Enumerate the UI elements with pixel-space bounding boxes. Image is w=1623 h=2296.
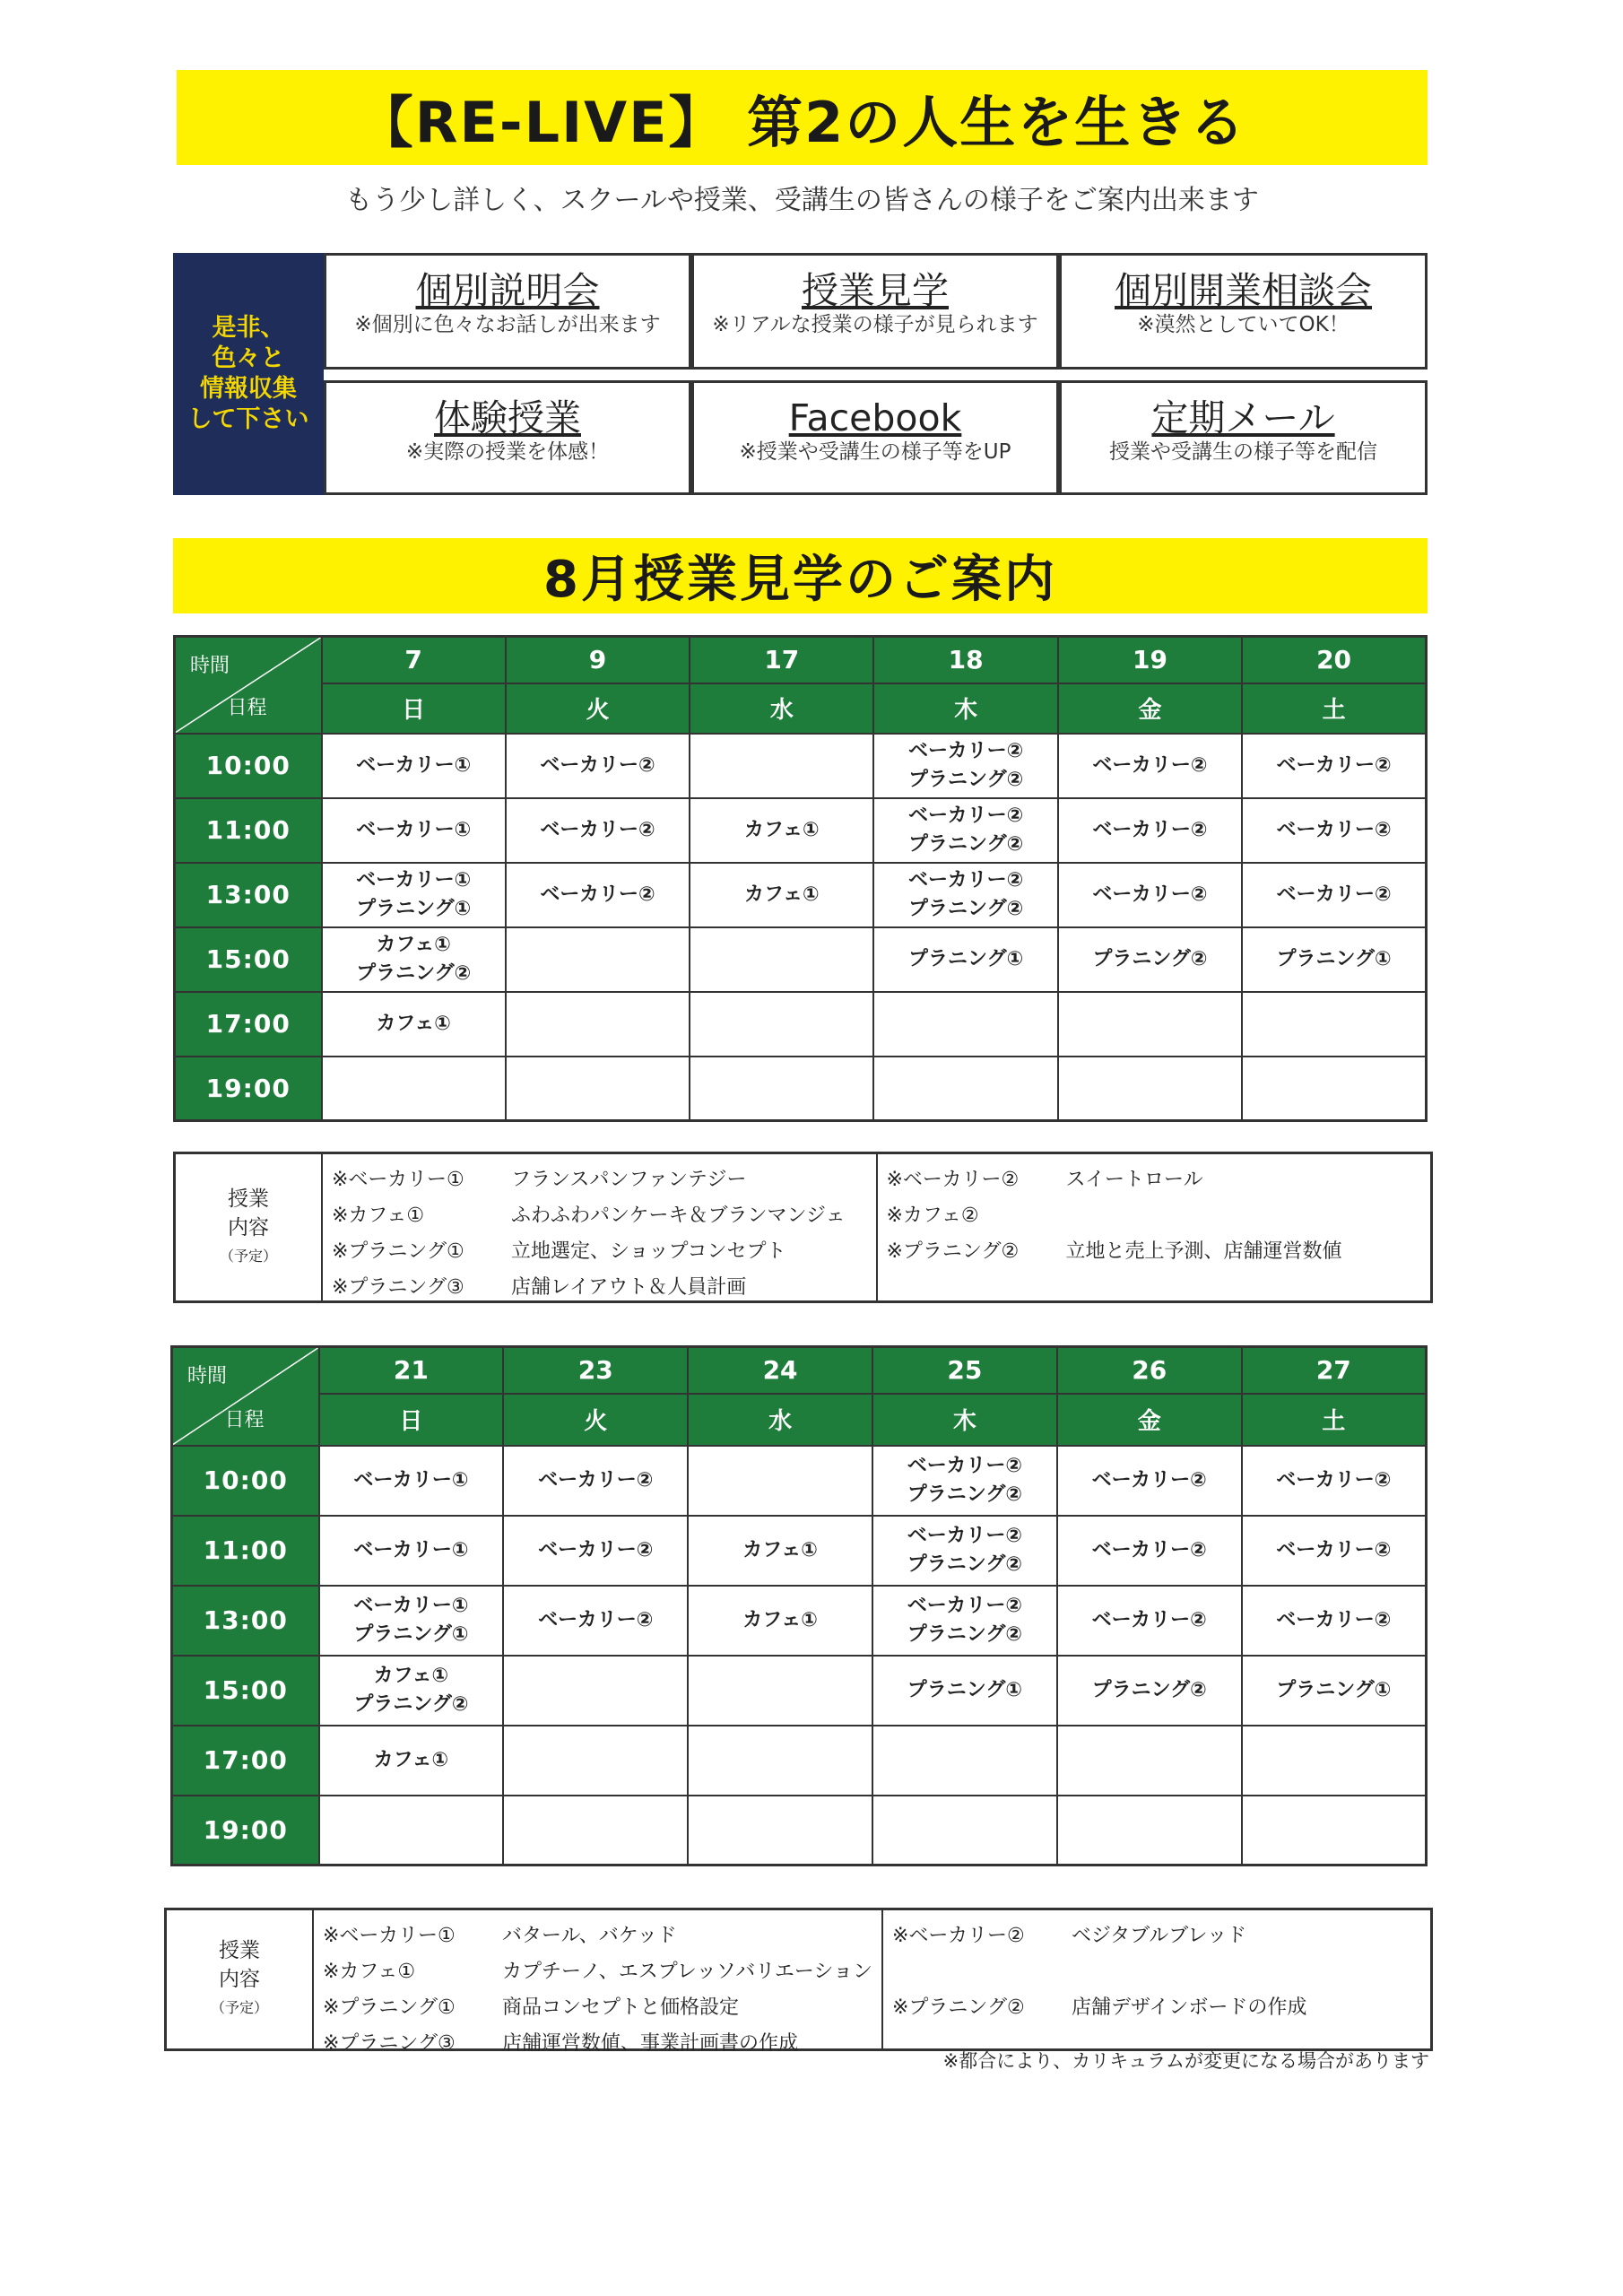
time-slot-label: 10:00 [172, 1446, 319, 1516]
day-number: 27 [1242, 1347, 1427, 1394]
table-row [172, 1446, 1427, 1516]
schedule-cell: ベーカリー① [322, 734, 506, 798]
legend-course-key: ※ベーカリー① [323, 1924, 456, 1947]
legend-course-content: 店舗デザインボードの作成 [1071, 1996, 1307, 2019]
time-slot-label: 17:00 [175, 992, 322, 1057]
day-weekday: 日 [322, 683, 506, 734]
schedule-cell [1242, 1726, 1427, 1796]
schedule-cell: ベーカリー② [506, 798, 690, 863]
schedule-cell: ベーカリー② プラニング② [873, 863, 1057, 927]
legend-note: （予定） [210, 1999, 268, 2016]
menu-item-title: 体験授業 [434, 396, 581, 439]
schedule-cell [1242, 1796, 1427, 1866]
table-row [172, 1656, 1427, 1726]
legend-heading-text: 授業 内容 [228, 1187, 269, 1239]
schedule-cell: カフェ① [319, 1726, 504, 1796]
menu-item-title: 定期メール [1151, 396, 1335, 439]
legend-row [332, 1231, 867, 1267]
legend-course-key: ※プラニング① [332, 1239, 464, 1263]
schedule-cell: ベーカリー② [1242, 798, 1426, 863]
legend-course-key: ※ベーカリー① [332, 1168, 464, 1191]
schedule-cell: ベーカリー② プラニング② [873, 734, 1057, 798]
schedule-cell [1057, 1726, 1242, 1796]
schedule-cell: ベーカリー② プラニング② [872, 1446, 1057, 1516]
day-number: 18 [873, 637, 1057, 683]
legend-course-key: ※カフェ① [332, 1204, 425, 1227]
schedule-cell: ベーカリー① [322, 798, 506, 863]
legend-row [332, 1196, 867, 1231]
legend-left-column [314, 1910, 883, 2055]
schedule-table-week-1 [173, 635, 1428, 1122]
legend-course-content: 立地選定、ショップコンセプト [511, 1239, 786, 1263]
menu-item-sub: ※実際の授業を体感！ [405, 440, 610, 464]
menu-item-business-consultation[interactable] [1059, 253, 1428, 370]
legend-note: （予定） [219, 1247, 277, 1265]
schedule-cell [319, 1796, 504, 1866]
legend-course-key: ※カフェ② [886, 1204, 979, 1227]
menu-item-title: 個別開業相談会 [1115, 269, 1372, 312]
footnote: ※都合により、カリキュラムが変更になる場合があります [942, 2050, 1429, 2072]
day-weekday: 金 [1057, 1394, 1242, 1446]
schedule-cell: カフェ① [688, 1516, 872, 1586]
schedule-cell: ベーカリー② [1058, 734, 1242, 798]
schedule-cell [873, 992, 1057, 1057]
schedule-cell: ベーカリー② [1242, 1446, 1427, 1516]
time-slot-label: 19:00 [175, 1057, 322, 1121]
schedule-cell [503, 1796, 688, 1866]
legend-row [887, 1160, 1422, 1196]
table-corner-header [172, 1347, 319, 1446]
schedule-cell: ベーカリー② プラニング② [873, 798, 1057, 863]
schedule-cell [322, 1057, 506, 1121]
schedule-cell [1242, 992, 1426, 1057]
legend-course-key: ※プラニング② [891, 1996, 1025, 2019]
legend-heading [167, 1910, 314, 2048]
time-slot-label: 15:00 [172, 1656, 319, 1726]
legend-row [892, 1952, 1421, 1987]
day-number: 21 [319, 1347, 504, 1394]
legend-left-column [323, 1154, 878, 1300]
legend-course-key: ※ベーカリー② [891, 1924, 1025, 1947]
legend-course-key: ※プラニング② [886, 1239, 1020, 1263]
schedule-cell [688, 1726, 872, 1796]
day-weekday: 金 [1058, 683, 1242, 734]
schedule-cell: ベーカリー② プラニング② [872, 1586, 1057, 1656]
legend-right-column [883, 1910, 1430, 2048]
day-number: 26 [1057, 1347, 1242, 1394]
day-number: 19 [1058, 637, 1242, 683]
table-row [175, 1057, 1427, 1121]
day-number: 25 [872, 1347, 1057, 1394]
table-row [175, 863, 1427, 927]
time-slot-label: 11:00 [175, 798, 322, 863]
day-number: 20 [1242, 637, 1426, 683]
legend-course-content: 立地と売上予測、店舗運営数値 [1065, 1239, 1342, 1263]
legend-heading [176, 1154, 323, 1300]
schedule-cell: ベーカリー② [1057, 1446, 1242, 1516]
time-slot-label: 11:00 [172, 1516, 319, 1586]
schedule-cell [1242, 1057, 1426, 1121]
schedule-cell: カフェ① [690, 798, 873, 863]
corner-time-label: 時間 [190, 655, 230, 677]
schedule-cell: ベーカリー② [506, 863, 690, 927]
table-row [175, 927, 1427, 992]
legend-row [887, 1231, 1422, 1267]
menu-item-sub: ※リアルな授業の様子が見られます [712, 313, 1038, 336]
table-row [175, 992, 1427, 1057]
legend-row [892, 1916, 1421, 1952]
menu-item-class-observation[interactable] [691, 253, 1059, 370]
schedule-cell: ベーカリー② [1057, 1516, 1242, 1586]
day-weekday: 土 [1242, 683, 1426, 734]
schedule-cell [506, 992, 690, 1057]
schedule-cell: ベーカリー② [1058, 863, 1242, 927]
schedule-cell [1057, 1796, 1242, 1866]
legend-row [323, 2023, 872, 2059]
schedule-cell: ベーカリー① [319, 1516, 504, 1586]
legend-row [323, 1916, 872, 1952]
legend-right-column [878, 1154, 1431, 1300]
schedule-cell [690, 734, 873, 798]
table-row [172, 1586, 1427, 1656]
schedule-cell: プラニング① [1242, 927, 1426, 992]
schedule-cell: ベーカリー② [506, 734, 690, 798]
day-weekday: 木 [873, 683, 1057, 734]
corner-date-label: 日程 [227, 696, 267, 719]
time-slot-label: 13:00 [172, 1586, 319, 1656]
legend-course-content: フランスパンファンテジー [511, 1168, 747, 1191]
schedule-cell: ベーカリー① プラニング① [319, 1586, 504, 1656]
schedule-cell: カフェ① プラニング② [319, 1656, 504, 1726]
table-corner-header [175, 637, 322, 734]
time-slot-label: 19:00 [172, 1796, 319, 1866]
menu-item-trial-class[interactable] [324, 380, 691, 495]
schedule-cell: カフェ① [322, 992, 506, 1057]
legend-row [887, 1267, 1422, 1303]
day-number: 24 [688, 1347, 872, 1394]
table-row [175, 798, 1427, 863]
page-title: 【RE-LIVE】 第2の人生を生きる [177, 70, 1428, 165]
legend-course-content: ふわふわパンケーキ＆ブランマンジェ [511, 1204, 846, 1227]
schedule-cell: ベーカリー② [1058, 798, 1242, 863]
schedule-cell [688, 1656, 872, 1726]
legend-row [332, 1160, 867, 1196]
schedule-cell: ベーカリー② [1242, 734, 1426, 798]
legend-course-key: ※プラニング① [323, 1996, 456, 2019]
legend-course-content: スイートロール [1065, 1168, 1203, 1191]
schedule-cell: ベーカリー② [1242, 863, 1426, 927]
day-weekday: 土 [1242, 1394, 1427, 1446]
page-subtitle: もう少し詳しく、スクールや授業、受講生の皆さんの様子をご案内出来ます [345, 185, 1259, 216]
legend-row [887, 1196, 1422, 1231]
legend-course-key: ※カフェ① [323, 1960, 416, 1983]
time-slot-label: 10:00 [175, 734, 322, 798]
legend-course-content: 店舗レイアウト＆人員計画 [511, 1275, 747, 1299]
menu-item-title: Facebook [788, 396, 962, 439]
schedule-cell: ベーカリー② プラニング② [872, 1516, 1057, 1586]
legend-course-key: ※プラニング③ [323, 2031, 456, 2055]
schedule-cell: ベーカリー② [503, 1586, 688, 1656]
table-row [172, 1516, 1427, 1586]
schedule-table-week-2 [170, 1345, 1428, 1866]
schedule-cell: プラニング① [872, 1656, 1057, 1726]
time-slot-label: 17:00 [172, 1726, 319, 1796]
schedule-cell: ベーカリー② [1242, 1516, 1427, 1586]
legend-row [892, 1987, 1421, 2023]
day-weekday: 水 [690, 683, 873, 734]
schedule-cell: プラニング② [1058, 927, 1242, 992]
august-section-title: 8月授業見学のご案内 [173, 538, 1428, 613]
schedule-cell [506, 927, 690, 992]
menu-item-sub: 授業や受講生の様子等を配信 [1109, 440, 1377, 464]
menu-side-label: 是非、 色々と 情報収集 して下さい [173, 253, 324, 495]
schedule-cell: プラニング① [873, 927, 1057, 992]
legend-course-key: ※プラニング③ [332, 1275, 464, 1299]
schedule-cell [503, 1656, 688, 1726]
schedule-cell [690, 927, 873, 992]
day-number: 9 [506, 637, 690, 683]
day-weekday: 火 [506, 683, 690, 734]
schedule-cell [688, 1796, 872, 1866]
menu-item-title: 個別説明会 [415, 269, 600, 312]
schedule-cell [506, 1057, 690, 1121]
menu-item-regular-mail[interactable] [1059, 380, 1428, 495]
day-weekday: 水 [688, 1394, 872, 1446]
legend-course-content: 商品コンセプトと価格設定 [502, 1996, 740, 2019]
menu-item-individual-briefing[interactable] [324, 253, 691, 370]
menu-item-sub: ※個別に色々なお話しが出来ます [354, 313, 661, 336]
schedule-cell: カフェ① [688, 1586, 872, 1656]
schedule-cell: ベーカリー② [503, 1516, 688, 1586]
day-weekday: 火 [503, 1394, 688, 1446]
schedule-cell [1058, 992, 1242, 1057]
corner-time-label: 時間 [187, 1365, 228, 1387]
day-number: 7 [322, 637, 506, 683]
table-row [175, 734, 1427, 798]
day-weekday: 日 [319, 1394, 504, 1446]
legend-heading-text: 授業 内容 [219, 1939, 260, 1991]
time-slot-label: 13:00 [175, 863, 322, 927]
legend-course-content: バタール、バケッド [502, 1924, 677, 1947]
schedule-cell: プラニング② [1057, 1656, 1242, 1726]
legend-course-content: カプチーノ、エスプレッソバリエーション [502, 1960, 872, 1983]
schedule-cell [690, 992, 873, 1057]
schedule-cell [1058, 1057, 1242, 1121]
schedule-cell: プラニング① [1242, 1656, 1427, 1726]
legend-course-content: ベジタブルブレッド [1071, 1924, 1247, 1947]
menu-item-title: 授業見学 [802, 269, 949, 312]
schedule-cell [503, 1726, 688, 1796]
legend-course-key: ※ベーカリー② [886, 1168, 1020, 1191]
legend-row [332, 1267, 867, 1303]
menu-item-sub: ※漠然としていてOK！ [1137, 313, 1350, 336]
day-number: 23 [503, 1347, 688, 1394]
legend-row [323, 1952, 872, 1987]
corner-date-label: 日程 [224, 1408, 265, 1431]
time-slot-label: 15:00 [175, 927, 322, 992]
class-content-legend-week-1 [173, 1152, 1433, 1303]
table-row [172, 1726, 1427, 1796]
schedule-cell [872, 1726, 1057, 1796]
schedule-cell: カフェ① プラニング② [322, 927, 506, 992]
schedule-cell: カフェ① [690, 863, 873, 927]
schedule-cell [690, 1057, 873, 1121]
schedule-cell: ベーカリー② [503, 1446, 688, 1516]
schedule-cell: ベーカリー① プラニング① [322, 863, 506, 927]
table-row [172, 1796, 1427, 1866]
schedule-cell: ベーカリー② [1242, 1586, 1427, 1656]
class-content-legend-week-2 [164, 1908, 1433, 2055]
legend-row [323, 1987, 872, 2023]
schedule-cell: ベーカリー② [1057, 1586, 1242, 1656]
day-weekday: 木 [872, 1394, 1057, 1446]
schedule-cell [872, 1796, 1057, 1866]
day-number: 17 [690, 637, 873, 683]
schedule-cell: ベーカリー① [319, 1446, 504, 1516]
legend-course-content: 店舗運営数値、事業計画書の作成 [502, 2031, 799, 2055]
menu-item-sub: ※授業や受講生の様子等をUP [739, 440, 1011, 464]
menu-item-facebook[interactable] [691, 380, 1059, 495]
schedule-cell [688, 1446, 872, 1516]
schedule-cell [873, 1057, 1057, 1121]
